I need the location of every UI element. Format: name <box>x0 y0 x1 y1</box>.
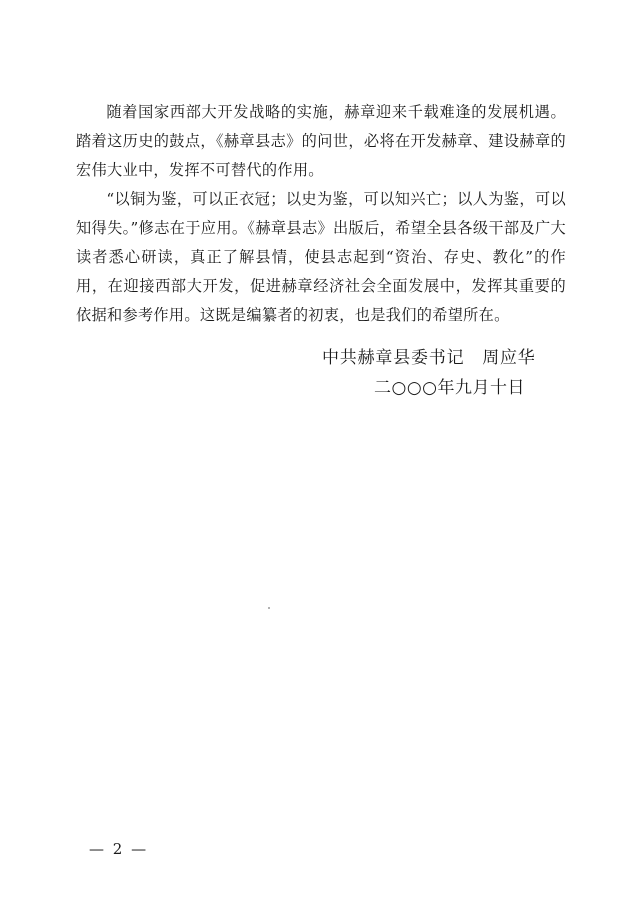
signature-author: 中共赫章县委书记 周应华 <box>322 348 536 368</box>
paragraph-1: 随着国家西部大开发战略的实施，赫章迎来千载难逢的发展机遇。踏着这历史的鼓点，《赫章县志》的问世，必将在开发赫章、建设赫章的宏伟大业中，发挥不可替代的作用。 <box>76 103 566 179</box>
body-text <box>76 98 566 330</box>
paragraph-2: “以铜为鉴，可以正衣冠；以史为鉴，可以知兴亡；以人为鉴，可以知得失。”修志在于应用。《赫章县志》出版后，希望全县各级干部及广大读者悉心研读，真正了解县情，使县志起到“资治、存史、教化”的作用，在迎接西部大开发，促进赫章经济社会全面发展中，发挥其重要的依据和参考作用。这既是编纂者的初衷，也是我们的希望所在。 <box>76 190 566 324</box>
scan-speck <box>268 607 270 609</box>
page-number: — 2 — <box>89 840 149 858</box>
signature-date: 二○○○年九月十日 <box>374 378 526 398</box>
